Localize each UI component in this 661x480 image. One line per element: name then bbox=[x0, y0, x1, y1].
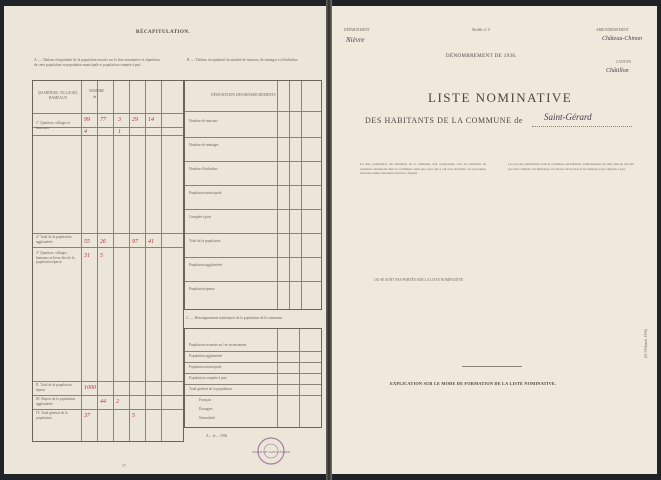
hw-value: 26 bbox=[100, 239, 106, 245]
table-a-head-3: de bbox=[93, 95, 97, 99]
row-label-agglomeree: 2° Total de la population agglomérée bbox=[36, 235, 72, 244]
row-label-total-eparse: II. Total de la population éparse bbox=[36, 383, 72, 392]
commune-name: Saint-Gérard bbox=[544, 112, 592, 122]
hw-value: 97 bbox=[132, 239, 138, 245]
table-b-row: Nombre de maisons bbox=[189, 119, 218, 123]
table-b-row: Population éparse bbox=[189, 287, 215, 291]
hw-value: 41 bbox=[148, 239, 154, 245]
table-b-row: Nombre d'individus bbox=[189, 167, 218, 171]
table-c-row: Étrangers bbox=[199, 407, 213, 411]
table-b bbox=[184, 80, 322, 310]
intro-paragraph-right bbox=[508, 162, 634, 274]
mairie-stamp bbox=[251, 436, 291, 466]
left-page bbox=[4, 6, 326, 474]
table-c-row: Français bbox=[199, 398, 212, 402]
intro-paragraph-left bbox=[360, 162, 486, 274]
footer-left: 17 bbox=[122, 464, 126, 468]
section-c-title: C. — Renseignements statistiques de la population de la commune. bbox=[186, 316, 283, 320]
explanation-title: EXPLICATION SUR LE MODE DE FORMATION DE LA LISTE NOMINATIVE. bbox=[390, 381, 557, 386]
right-page bbox=[332, 6, 657, 474]
hw-value: 44 bbox=[100, 399, 106, 405]
stamp-text: MAIRIE DE SAINT-GÉRARD bbox=[251, 450, 291, 454]
table-b-row: Comptée à part bbox=[189, 215, 211, 219]
canton-value: Châtillon bbox=[606, 68, 629, 74]
table-a-head-2: NOMBRE bbox=[89, 89, 105, 93]
table-c-row: Population recensée au 1er recensement bbox=[189, 343, 247, 347]
table-a-head-1: QUARTIERS, VILLAGES, HAMEAUX bbox=[37, 91, 79, 100]
hw-value: 2 bbox=[116, 399, 119, 405]
dept-value: Nièvre bbox=[346, 36, 365, 44]
section-a-title: A. — Tableau récapitulatif de la population inscrite sur la liste nominative et répartition de cette population en population municipale et population comptée à part. bbox=[34, 58, 161, 67]
hw-value: 4 bbox=[84, 129, 87, 135]
table-b-row: Population agglomérée bbox=[189, 263, 223, 267]
dept-label: DÉPARTEMENT bbox=[344, 28, 370, 32]
row-label-villages: 1° Quartiers, villages et hameaux bbox=[36, 121, 70, 130]
arr-value: Château-Chinon bbox=[602, 36, 642, 42]
hw-value: 31 bbox=[84, 253, 90, 259]
section-note: OU SE SONT PAS PORTÉS SUR LA LISTE NOMINATIVE bbox=[374, 278, 464, 282]
section-b-title: B. — Tableau récapitulatif du nombre de maisons, de ménages et d'individus. bbox=[187, 58, 299, 62]
hw-value: 5 bbox=[132, 413, 135, 419]
intro-text-left: La liste nominative des habitants de la commune doit comprendre tous les habitants en résidence habituelle dans la commune ainsi que ceux qui y ont leur domicile; les personnes absentes temporairement doivent y figurer. bbox=[360, 162, 486, 175]
hw-value: 29 bbox=[132, 117, 138, 123]
intro-text-right: Les secours dénombrés dans la commune qui habitent ordinairement un autre lieu ne doivent pas être compris; les militaires, les élèves des lycées et les détenus sont comptés à part. bbox=[508, 162, 634, 171]
table-c-row: Population comptée à part bbox=[189, 376, 227, 380]
table-a bbox=[32, 80, 184, 442]
row-label-report: III. Report de la population agglomérée bbox=[36, 397, 76, 406]
hw-value: 1 bbox=[118, 129, 121, 135]
table-c-row: Total général de la population bbox=[189, 387, 232, 391]
table-b-head: DÉSIGNATION DES RENSEIGNEMENTS bbox=[211, 93, 276, 97]
table-c bbox=[184, 328, 322, 428]
liste-subtitle: DES HABITANTS DE LA COMMUNE de bbox=[365, 116, 524, 125]
table-c-row: Population agglomérée bbox=[189, 354, 223, 358]
recap-header: RÉCAPITULATION. bbox=[136, 30, 191, 35]
hw-value: 1000 bbox=[84, 385, 96, 391]
modele-label: Modèle n° 9 bbox=[472, 28, 490, 32]
row-label-eparse: 3° Quartiers, villages, hameaux et lieux dits de la population éparse bbox=[36, 251, 75, 265]
hw-value: 77 bbox=[100, 117, 106, 123]
table-b-row: Population municipale bbox=[189, 191, 222, 195]
hw-value: 3 bbox=[118, 117, 121, 123]
arr-label: ARRONDISSEMENT bbox=[596, 28, 629, 32]
canton-label: CANTON bbox=[616, 60, 631, 64]
liste-title: LISTE NOMINATIVE bbox=[428, 90, 573, 105]
hw-value: 5 bbox=[100, 253, 103, 259]
table-b-row: Nombre de ménages bbox=[189, 143, 219, 147]
census-label: DÉNOMBREMENT DE 1936. bbox=[446, 54, 517, 59]
row-label-total-general: IV. Total général de la population bbox=[36, 411, 68, 420]
table-b-row: Total de la population bbox=[189, 239, 221, 243]
table-c-row: Population municipale bbox=[189, 365, 222, 369]
hw-value: 99 bbox=[84, 117, 90, 123]
hw-value: 37 bbox=[84, 413, 90, 419]
table-c-row: Naturalisés bbox=[199, 416, 216, 420]
signature-line: A ... le ... 1936 bbox=[206, 434, 228, 438]
hw-value: 55 bbox=[84, 239, 90, 245]
hw-value: 14 bbox=[148, 117, 154, 123]
margin-note: (N. 9 Hérault. 1936) bbox=[644, 328, 648, 358]
